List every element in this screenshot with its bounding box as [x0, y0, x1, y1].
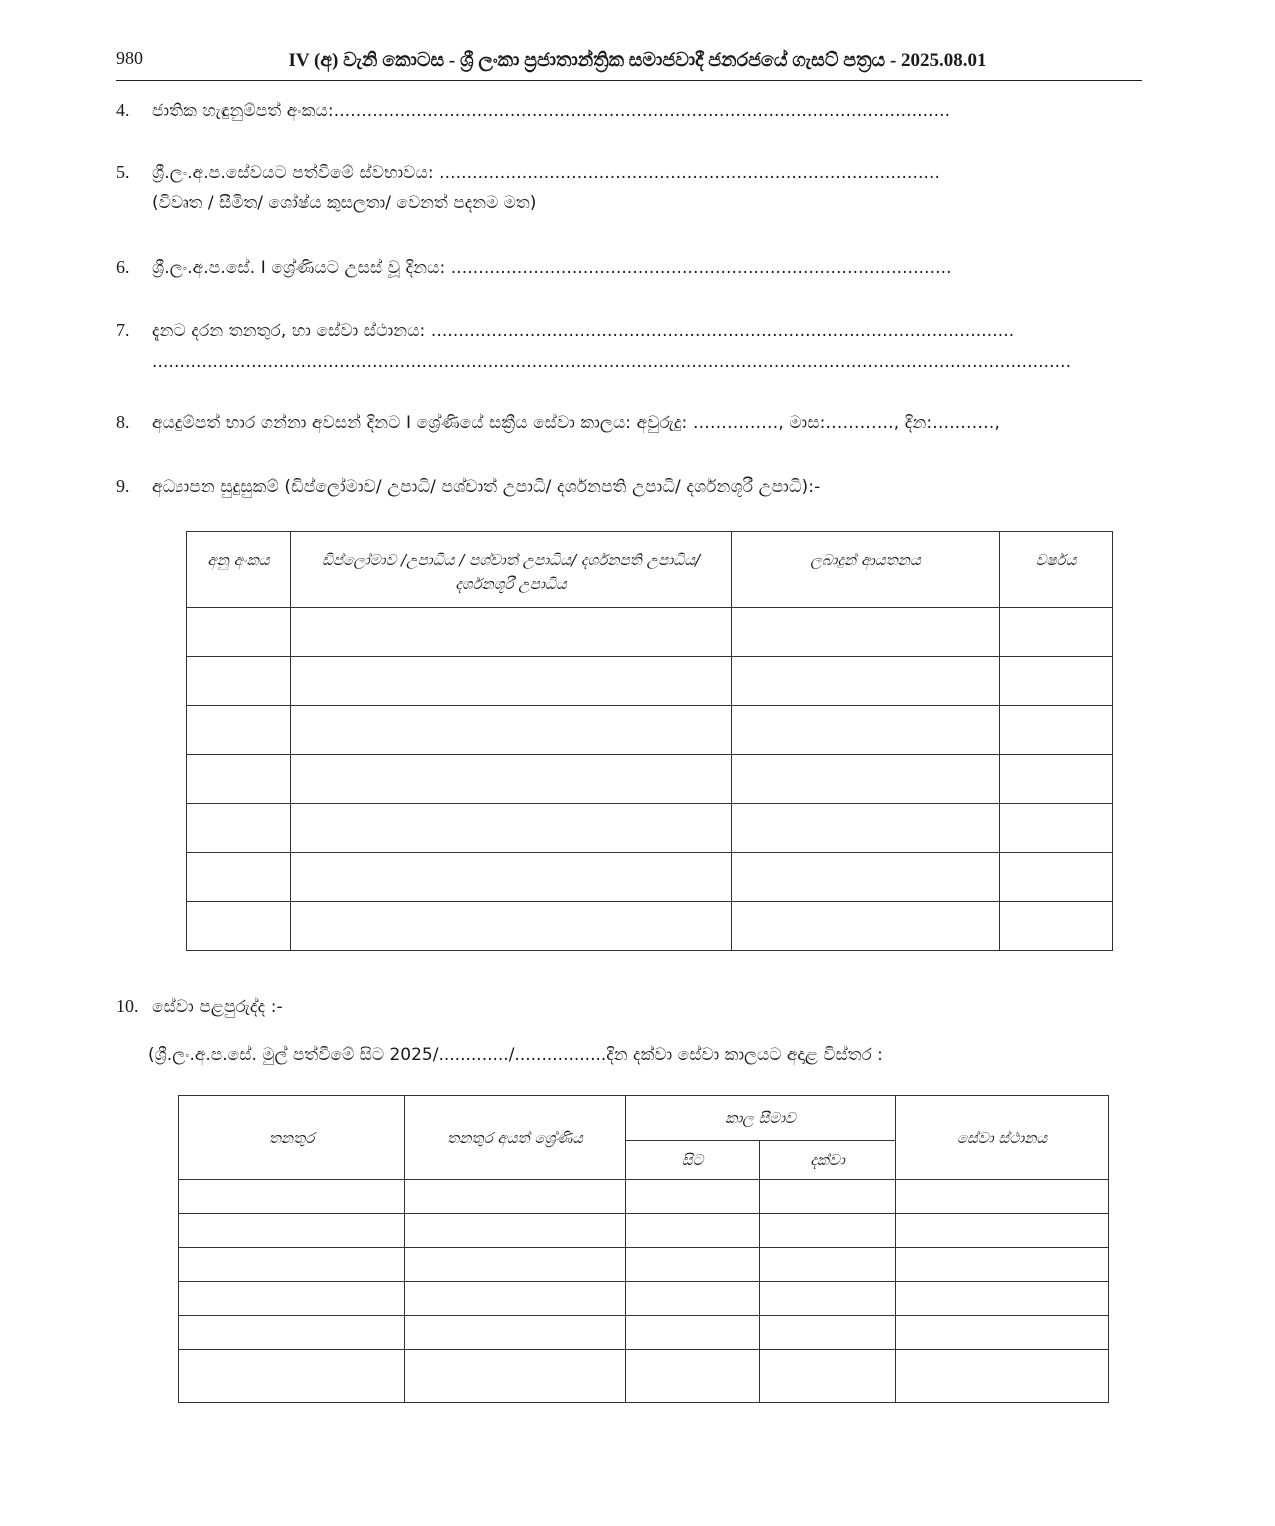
- item-4-number: 4.: [116, 100, 130, 120]
- table-cell[interactable]: [1000, 608, 1113, 657]
- header-divider: [116, 80, 1142, 81]
- table-cell[interactable]: [179, 1180, 405, 1214]
- table-cell[interactable]: [1000, 804, 1113, 853]
- table-cell[interactable]: [732, 657, 1000, 706]
- col-post: තනතුර: [179, 1096, 405, 1180]
- service-experience-table: [178, 1095, 1109, 1403]
- table-row: [179, 1282, 1109, 1316]
- item-10-service-experience-heading: සේවා පළපුරුද්ද :-: [152, 997, 283, 1017]
- item-10-number: 10.: [116, 996, 139, 1016]
- table-cell[interactable]: [760, 1214, 896, 1248]
- item-6-number: 6.: [116, 257, 130, 277]
- item-7-current-post-field: දැනට දරන තනතුර, හා සේවා ස්ථානය: ..........................................................................................................: [152, 321, 1015, 341]
- item-8-active-service-period: අයදුම්පත් භාර ගන්නා අවසන් දිනට I ශ්‍රේණියේ සක්‍රීය සේවා කාලය: අවුරුදු: ……………, මාස:…………, දින:…..……,: [152, 413, 1000, 433]
- table-cell[interactable]: [291, 804, 732, 853]
- table-cell[interactable]: [896, 1180, 1109, 1214]
- table-cell[interactable]: [760, 1282, 896, 1316]
- table-cell[interactable]: [291, 902, 732, 951]
- table-cell[interactable]: [896, 1214, 1109, 1248]
- col-post-grade: තනතුර අයත් ශ්‍රේණිය: [405, 1096, 626, 1180]
- qualifications-table: [186, 531, 1113, 951]
- item-9-number: 9.: [116, 476, 130, 496]
- item-4-nic-number-field: ජාතික හැඳුනුම්පත් අංකය:................................................................................................................: [152, 101, 951, 121]
- table-cell[interactable]: [732, 853, 1000, 902]
- table-cell[interactable]: [626, 1350, 760, 1403]
- table-cell[interactable]: [405, 1282, 626, 1316]
- table-row: [187, 804, 1113, 853]
- page-number: 980: [116, 48, 143, 68]
- table-cell[interactable]: [626, 1214, 760, 1248]
- table-cell[interactable]: [405, 1248, 626, 1282]
- table-cell[interactable]: [291, 706, 732, 755]
- item-8-number: 8.: [116, 412, 130, 432]
- table-cell[interactable]: [732, 804, 1000, 853]
- table-row: [187, 657, 1113, 706]
- item-5-appointment-nature-field: ශ්‍රී.ලං.අ.ප.සේවයට පත්වීමේ ස්වභාවය: ...........................................................................................: [152, 163, 940, 183]
- table-cell[interactable]: [896, 1316, 1109, 1350]
- table-cell[interactable]: [179, 1282, 405, 1316]
- table-row: [179, 1180, 1109, 1214]
- qualifications-header-row: [187, 532, 1113, 608]
- item-5-number: 5.: [116, 162, 130, 182]
- col-institution: ලබාදුන් ආයතනය: [732, 532, 1000, 608]
- item-10-period-note: (ශ්‍රී.ලං.අ.ප.සේ. මුල් පත්වීමේ සිට 2025/............./.................දින දක්වා සේවා කාලයට අදාළ විස්තර :: [148, 1045, 883, 1065]
- table-cell[interactable]: [896, 1248, 1109, 1282]
- table-cell[interactable]: [760, 1350, 896, 1403]
- table-cell[interactable]: [187, 853, 291, 902]
- table-cell[interactable]: [405, 1180, 626, 1214]
- col-time-period: කාල සීමාව: [626, 1096, 896, 1141]
- col-to: දක්වා: [760, 1141, 896, 1180]
- table-cell[interactable]: [760, 1180, 896, 1214]
- col-service-station: සේවා ස්ථානය: [896, 1096, 1109, 1180]
- table-cell[interactable]: [732, 902, 1000, 951]
- table-cell[interactable]: [291, 755, 732, 804]
- table-cell[interactable]: [405, 1350, 626, 1403]
- table-cell[interactable]: [1000, 755, 1113, 804]
- table-cell[interactable]: [626, 1180, 760, 1214]
- item-7-number: 7.: [116, 320, 130, 340]
- table-cell[interactable]: [1000, 657, 1113, 706]
- item-9-education-heading: අධ්‍යාපන සුදුසුකම් (ඩිප්ලෝමාව/ උපාධි/ පශ්චාත් උපාධි/ දර්ශනපති උපාධි/ දර්ශනශූරී උපාධි):-: [152, 477, 821, 497]
- table-cell[interactable]: [291, 853, 732, 902]
- col-from: සිට: [626, 1141, 760, 1180]
- table-cell[interactable]: [896, 1350, 1109, 1403]
- item-6-promotion-date-field: ශ්‍රී.ලං.අ.ප.සේ. I ශ්‍රේණියට උසස් වූ දිනය: ...........................................................................................: [152, 258, 952, 278]
- table-row: [179, 1248, 1109, 1282]
- gazette-header-title: IV (අ) වැනි කොටස - ශ්‍රී ලංකා ප්‍රජාතාන්ත්‍රික සමාජවාදී ජනරජයේ ගැසට් පත්‍රය - 2025.08.01: [288, 50, 987, 71]
- table-cell[interactable]: [732, 706, 1000, 755]
- table-cell[interactable]: [179, 1316, 405, 1350]
- table-cell[interactable]: [405, 1316, 626, 1350]
- table-cell[interactable]: [896, 1282, 1109, 1316]
- item-5-options-note: (විවෘත / සීමිත/ ශෝෂ්ය කුසලතා/ වෙනත් පදනම මත): [152, 193, 537, 213]
- table-row: [187, 608, 1113, 657]
- table-cell[interactable]: [732, 755, 1000, 804]
- table-cell[interactable]: [187, 657, 291, 706]
- table-cell[interactable]: [1000, 706, 1113, 755]
- table-cell[interactable]: [626, 1282, 760, 1316]
- table-cell[interactable]: [291, 608, 732, 657]
- table-row: [179, 1214, 1109, 1248]
- table-cell[interactable]: [626, 1248, 760, 1282]
- table-cell[interactable]: [187, 902, 291, 951]
- table-cell[interactable]: [760, 1316, 896, 1350]
- table-cell[interactable]: [179, 1214, 405, 1248]
- table-cell[interactable]: [179, 1350, 405, 1403]
- table-cell[interactable]: [291, 657, 732, 706]
- table-row: [187, 853, 1113, 902]
- table-cell[interactable]: [405, 1214, 626, 1248]
- table-cell[interactable]: [179, 1248, 405, 1282]
- service-header-row-1: [179, 1096, 1109, 1141]
- table-cell[interactable]: [187, 755, 291, 804]
- col-qualification: ඩිප්ලෝමාව /උපාධිය / පශ්චාත් උපාධිය/ දර්ශනපති උපාධිය/ දර්ශනශූරී උපාධිය: [291, 532, 732, 608]
- table-cell[interactable]: [187, 706, 291, 755]
- table-cell[interactable]: [1000, 902, 1113, 951]
- table-cell[interactable]: [187, 804, 291, 853]
- table-cell[interactable]: [1000, 853, 1113, 902]
- table-row: [179, 1316, 1109, 1350]
- table-row: [187, 902, 1113, 951]
- col-year: වර්ෂය: [1000, 532, 1113, 608]
- table-cell[interactable]: [626, 1316, 760, 1350]
- item-7-continuation-line: .......................................................................................................................................................................: [152, 352, 1072, 372]
- table-row: [187, 706, 1113, 755]
- table-cell[interactable]: [760, 1248, 896, 1282]
- table-row: [179, 1350, 1109, 1403]
- table-cell[interactable]: [732, 608, 1000, 657]
- table-cell[interactable]: [187, 608, 291, 657]
- table-row: [187, 755, 1113, 804]
- col-serial-number: අනු අංකය: [187, 532, 291, 608]
